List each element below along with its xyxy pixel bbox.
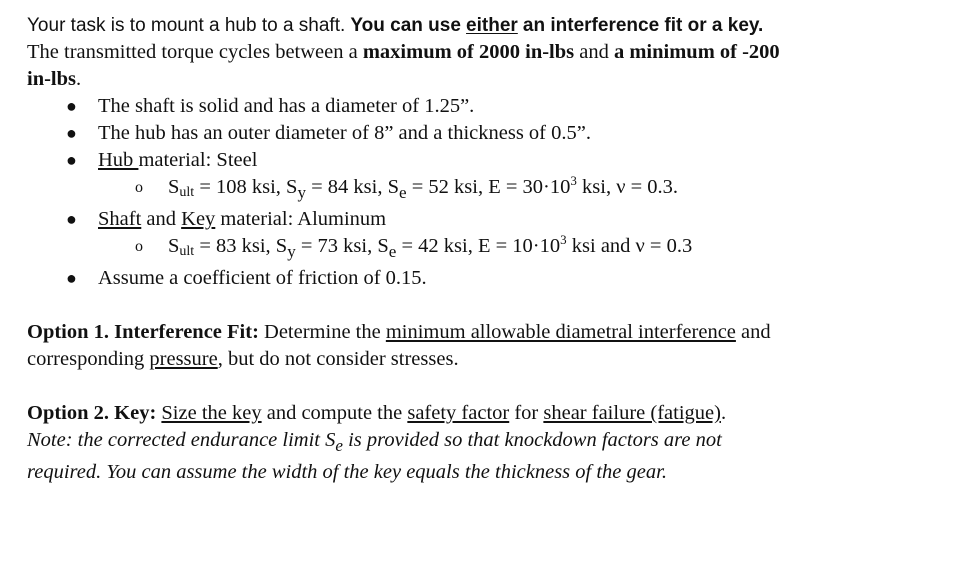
- bullet-dot-icon: ●: [66, 96, 77, 116]
- and-word: and: [141, 208, 182, 231]
- bullet-circle-icon: o: [135, 238, 143, 256]
- hub-material-value: material: Steel: [138, 149, 258, 171]
- note-e-subscript: e: [335, 436, 343, 456]
- list-item-shaft: [27, 93, 927, 120]
- steel-sy-value: = 84 ksi, S: [306, 176, 400, 198]
- option1-line-2: [27, 346, 927, 373]
- note-text-c: required. You can assume the width of the key equals the thickness of the gear.: [27, 461, 667, 484]
- option2-note-line-1: [27, 427, 927, 459]
- option1-label: Option 1. Interference Fit:: [27, 321, 259, 344]
- torque-and: and: [579, 41, 609, 63]
- option1-line-1: [27, 319, 927, 346]
- intro-bold-either: either: [466, 15, 518, 36]
- option1-interference-link: minimum allowable diametral interference: [385, 321, 736, 344]
- option2-for: for: [509, 402, 544, 425]
- intro-line-1: [27, 12, 927, 39]
- intro-bold-prefix: You can use: [350, 15, 461, 36]
- steel-ult-subscript: ult: [179, 185, 195, 200]
- spacer: [27, 292, 927, 319]
- steel-nu-value: ksi, ν = 0.3.: [576, 176, 679, 198]
- option2-period: .: [720, 402, 727, 425]
- option1-and: and: [735, 321, 771, 344]
- bullet-dot-icon: ●: [66, 123, 77, 143]
- note-text-b: is provided so that knockdown factors are not: [342, 429, 722, 452]
- list-item-shaft-key-material: [27, 206, 927, 265]
- al-exponent: 3: [560, 232, 567, 248]
- option1-text: Determine the: [258, 321, 386, 344]
- aluminum-sublist: [98, 233, 927, 265]
- shaft-spec: The shaft is solid and has a diameter of 1.25”.: [98, 95, 475, 117]
- option2-label: Option 2. Key:: [27, 402, 157, 425]
- torque-max: maximum of 2000 in-lbs: [362, 41, 575, 63]
- steel-sult-value: = 108 ksi, S: [194, 176, 298, 198]
- al-sult-value: = 83 ksi, S: [194, 235, 288, 258]
- option1-pressure: pressure: [149, 348, 218, 371]
- list-item-friction: [27, 265, 927, 292]
- list-item-hub-material: [27, 147, 927, 206]
- bullet-dot-icon: ●: [66, 209, 77, 230]
- note-text-a: Note: the corrected endurance limit S: [27, 429, 336, 452]
- option2-compute: and compute the: [261, 402, 408, 425]
- al-nu-value: ksi and ν = 0.3: [566, 235, 693, 258]
- option2-line-1: [27, 400, 927, 427]
- shaft-word: Shaft: [98, 208, 142, 231]
- intro-line-3: [27, 66, 927, 93]
- aluminum-properties: [98, 233, 927, 265]
- list-item-hub: [27, 120, 927, 147]
- al-se-value: = 42 ksi, E = 10·10: [396, 235, 561, 258]
- bullet-circle-icon: o: [135, 179, 143, 196]
- option1-tail: , but do not consider stresses.: [217, 348, 459, 371]
- bullet-dot-icon: ●: [66, 150, 77, 170]
- intro-bold-tail: an interference fit or a key.: [522, 15, 764, 36]
- al-y-subscript: y: [287, 242, 296, 262]
- option2-shear-failure: shear failure (fatigue): [543, 402, 721, 425]
- spacer: [27, 373, 927, 400]
- aluminum-material: material: Aluminum: [215, 208, 387, 231]
- bullet-dot-icon: ●: [66, 268, 77, 289]
- option2-safety-factor: safety factor: [407, 402, 510, 425]
- steel-e-subscript: e: [399, 183, 407, 203]
- option2-size-key: Size the key: [161, 402, 262, 425]
- option2-note-line-2: [27, 459, 927, 486]
- hub-material-label: Hub: [98, 149, 139, 171]
- problem-document: [27, 12, 927, 486]
- intro-line-2: [27, 39, 927, 66]
- hub-spec: The hub has an outer diameter of 8” and a thickness of 0.5”.: [98, 122, 591, 144]
- intro-sentence: Your task is to mount a hub to a shaft.: [27, 15, 346, 36]
- steel-sublist: [98, 174, 927, 206]
- key-word: Key: [181, 208, 216, 231]
- al-ult-subscript: ult: [179, 244, 195, 260]
- steel-properties: [98, 174, 927, 206]
- friction-spec: Assume a coefficient of friction of 0.15.: [98, 267, 427, 290]
- torque-unit: in-lbs: [27, 68, 76, 90]
- al-s-ult-symbol: S: [168, 235, 180, 258]
- al-e-subscript: e: [388, 242, 397, 262]
- steel-se-value: = 52 ksi, E = 30·10: [406, 176, 571, 198]
- torque-min: a minimum of -200: [613, 41, 780, 63]
- steel-s-ult-symbol: S: [168, 176, 180, 198]
- torque-period: .: [76, 68, 82, 90]
- option1-corresponding: corresponding: [27, 348, 150, 371]
- steel-exponent: 3: [570, 173, 577, 189]
- spec-list: [27, 93, 927, 292]
- steel-y-subscript: y: [297, 183, 306, 203]
- al-sy-value: = 73 ksi, S: [295, 235, 389, 258]
- torque-text: The transmitted torque cycles between a: [27, 41, 358, 63]
